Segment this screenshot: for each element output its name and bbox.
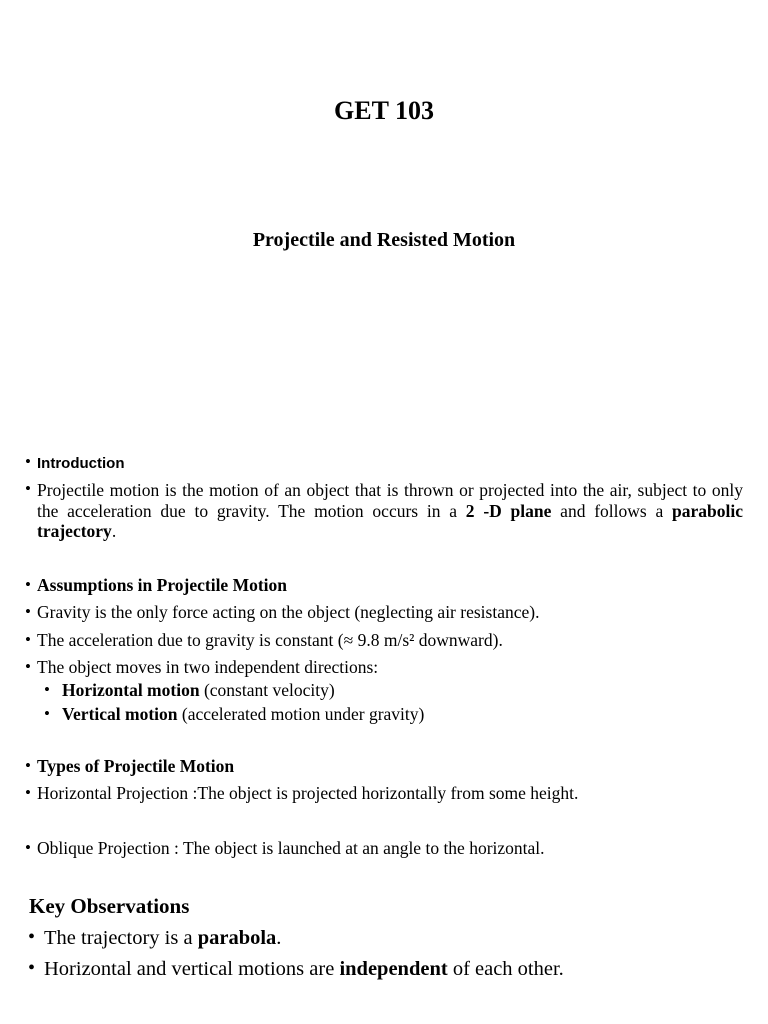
- assumptions-heading: Assumptions in Projectile Motion: [37, 575, 288, 595]
- bullet: •: [25, 479, 31, 498]
- bullet: •: [25, 452, 31, 471]
- key-observations-heading: Key Observations: [29, 894, 190, 918]
- bullet: •: [28, 957, 36, 979]
- type-item: Oblique Projection : The object is launched at an angle to the horizontal.: [37, 838, 545, 858]
- topic-title: Projectile and Resisted Motion: [252, 229, 516, 251]
- intro-paragraph: Projectile motion is the motion of an object that is thrown or projected into the air, subject to only the acceleration due to gravity. The motion occurs in a 2 -D plane and follows a parabolic trajectory.: [37, 480, 743, 541]
- bullet: •: [25, 657, 31, 676]
- observation-item: The trajectory is a parabola.: [44, 927, 282, 949]
- bullet: •: [25, 838, 31, 857]
- intro-heading: Introduction: [37, 455, 125, 472]
- sub-bullet: •: [44, 704, 50, 723]
- assumption-item: The acceleration due to gravity is constant (≈ 9.8 m/s² downward).: [37, 630, 503, 650]
- bullet: •: [25, 575, 31, 594]
- observation-item: Horizontal and vertical motions are independent of each other.: [44, 958, 564, 980]
- assumption-subitem: Horizontal motion (constant velocity): [62, 680, 335, 700]
- course-title: GET 103: [334, 96, 434, 125]
- sub-bullet: •: [44, 680, 50, 699]
- bullet: •: [25, 783, 31, 802]
- assumption-item: Gravity is the only force acting on the object (neglecting air resistance).: [37, 602, 540, 622]
- assumption-subitem: Vertical motion (accelerated motion under gravity): [62, 704, 425, 724]
- bullet: •: [25, 630, 31, 649]
- assumption-item: The object moves in two independent directions:: [37, 657, 379, 677]
- types-heading: Types of Projectile Motion: [37, 756, 235, 776]
- bullet: •: [25, 756, 31, 775]
- bullet: •: [25, 602, 31, 621]
- type-item: Horizontal Projection :The object is projected horizontally from some height.: [37, 783, 579, 803]
- bullet: •: [28, 926, 36, 948]
